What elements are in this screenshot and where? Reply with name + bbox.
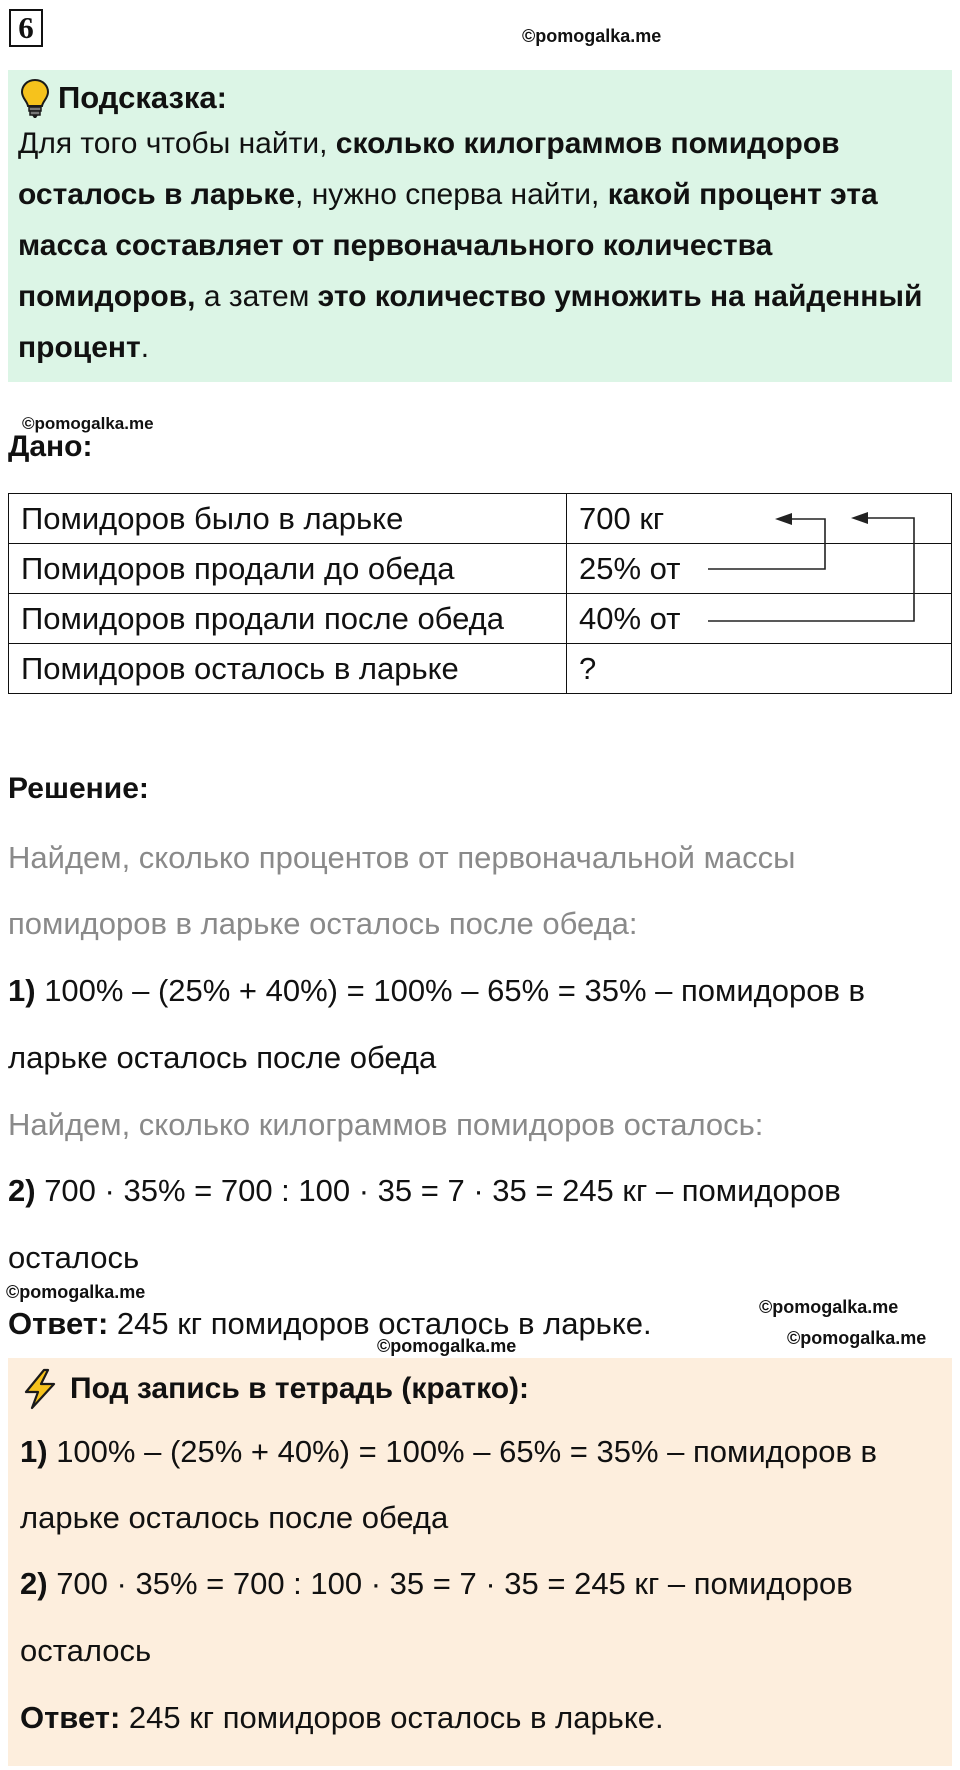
watermark: ©pomogalka.me <box>522 26 662 46</box>
given-title: Дано: <box>8 430 93 463</box>
table-cell: Помидоров продали до обеда <box>9 544 567 594</box>
notebook-answer: Ответ: 245 кг помидоров осталось в ларьке. <box>20 1700 664 1735</box>
table-cell: Помидоров продали после обеда <box>9 594 567 644</box>
hint-title: Подсказка: <box>58 80 227 115</box>
arrow-25-percent <box>708 519 825 569</box>
table-cell: ? <box>567 644 952 694</box>
notebook-step-1-cont: ларьке осталось после обеда <box>20 1500 449 1535</box>
notebook-title-row <box>20 1368 529 1410</box>
table-cell: Помидоров было в ларьке <box>9 494 567 544</box>
solution-intro-2: Найдем, сколько килограммов помидоров осталось: <box>8 1107 764 1142</box>
notebook-step-2-cont: осталось <box>20 1633 152 1668</box>
lightning-icon <box>20 1368 60 1410</box>
task-number: 6 <box>9 9 43 47</box>
solution-step-1-cont: ларьке осталось после обеда <box>8 1040 437 1075</box>
watermark: ©pomogalka.me <box>22 414 154 433</box>
solution-intro-1a: Найдем, сколько процентов от первоначальной массы <box>8 840 796 875</box>
watermark: ©pomogalka.me <box>787 1328 927 1348</box>
notebook-step-1: 1) 100% – (25% + 40%) = 100% – 65% = 35% – помидоров в <box>20 1434 877 1469</box>
arrowhead <box>775 513 792 525</box>
table-cell: 40% от <box>567 594 952 644</box>
notebook-title: Под запись в тетрадь (кратко): <box>70 1372 530 1405</box>
table-cell: 25% от <box>567 544 952 594</box>
table-cell: 700 кг <box>567 494 952 544</box>
watermark: ©pomogalka.me <box>759 1297 899 1317</box>
solution-intro-1b: помидоров в ларьке осталось после обеда: <box>8 906 638 941</box>
hint-text: Для того чтобы найти, сколько килограммов помидоров осталось в ларьке, нужно сперва найти, какой процент эта масса составляет от первоначального количества помидоров, а затем это количество умножить на найденный процент. <box>18 127 923 364</box>
arrowhead <box>851 512 868 524</box>
solution-title: Решение: <box>8 772 149 805</box>
solution-answer: Ответ: 245 кг помидоров осталось в ларьке. <box>8 1306 652 1341</box>
table-cell: Помидоров осталось в ларьке <box>9 644 567 694</box>
solution-step-2-cont: осталось <box>8 1240 140 1275</box>
solution-step-2: 2) 700 · 35% = 700 : 100 · 35 = 7 · 35 = 245 кг – помидоров <box>8 1173 841 1208</box>
watermark: ©pomogalka.me <box>377 1336 517 1356</box>
notebook-step-2: 2) 700 · 35% = 700 : 100 · 35 = 7 · 35 = 245 кг – помидоров <box>20 1566 853 1601</box>
watermark: ©pomogalka.me <box>6 1282 146 1302</box>
reference-arrows <box>0 0 960 720</box>
solution-step-1: 1) 100% – (25% + 40%) = 100% – 65% = 35% – помидоров в <box>8 973 865 1008</box>
